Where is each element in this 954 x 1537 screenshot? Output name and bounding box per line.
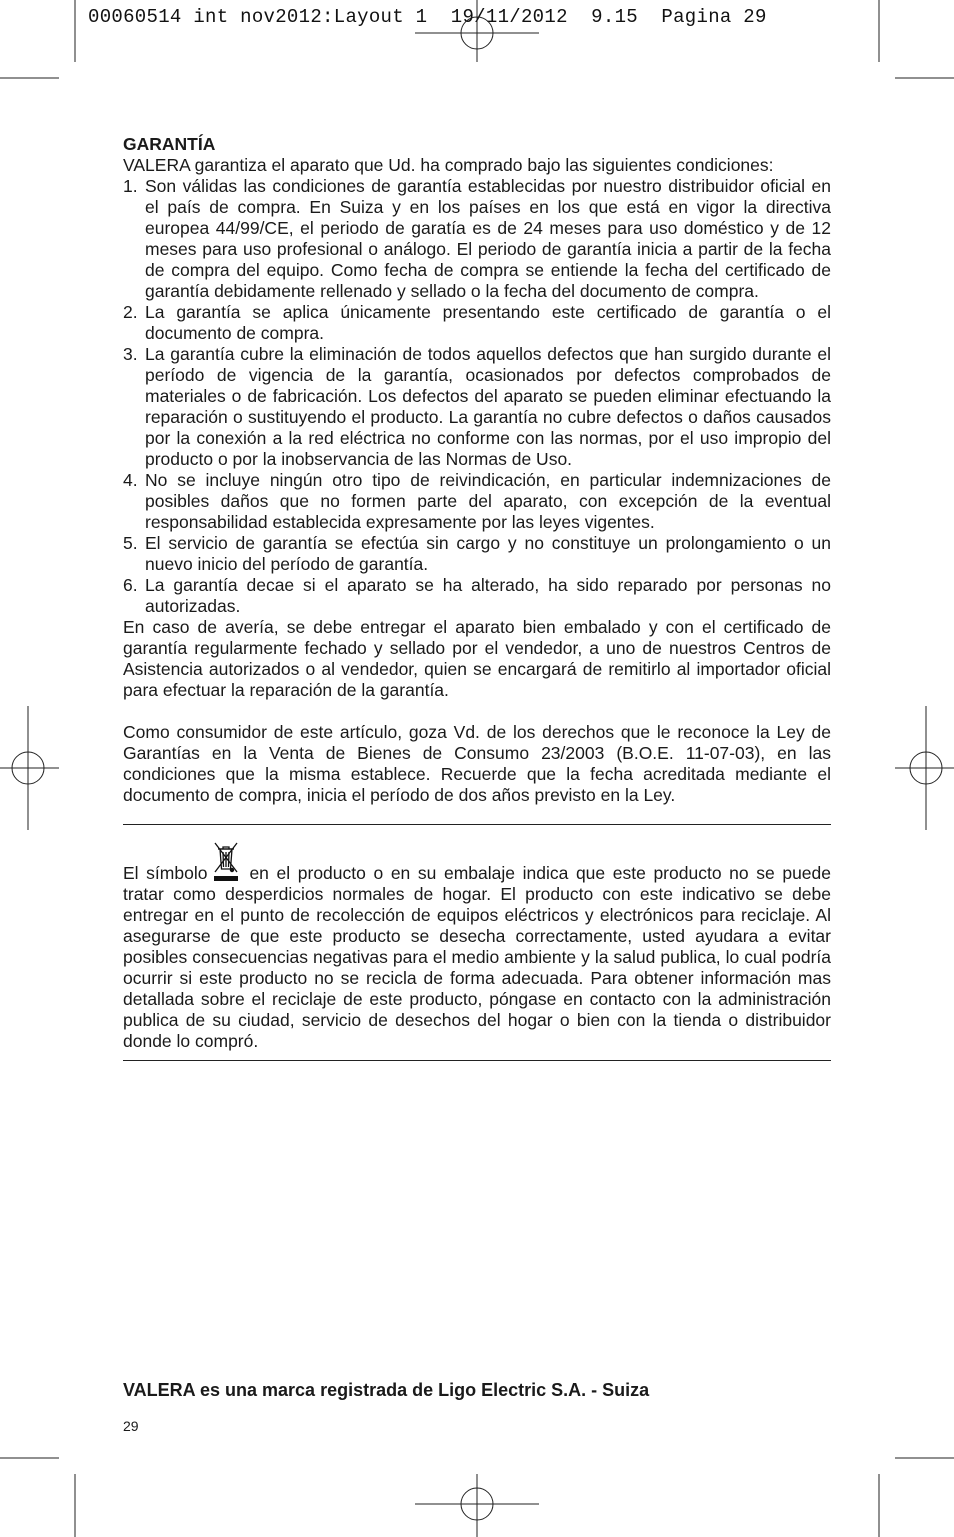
page-number: 29 bbox=[123, 1418, 139, 1434]
list-item: 4. No se incluye ningún otro tipo de reivindicación, en particular indemnizaciones de posibles daños que no formen parte del aparato, con excepción de la eventual responsabilidad establecida expresamente por las leyes vigentes. bbox=[123, 470, 831, 532]
list-item: 1. Son válidas las condiciones de garantía establecidas por nuestro distribuidor oficial en el país de compra. En Suiza y en los países en los que está en vigor la directiva europea 44/99/CE, el periodo de garatía es de 24 meses para uso doméstico y de 12 meses para uso profesional o análogo. El periodo de garantía inicia a partir de la fecha de compra del equipo. Como fecha de compra se entiende la fecha del certificado de garantía debidamente rellenado y sellado o la fecha del documento de compra. bbox=[123, 176, 831, 301]
print-slug: 00060514 int nov2012:Layout 1 19/11/2012 9.15 Pagina 29 bbox=[88, 6, 767, 28]
consumer-rights-paragraph: Como consumidor de este artículo, goza Vd. de los derechos que le reconoce la Ley de Garantías en la Venta de Bienes de Consumo 23/2003 (B.O.E. 11-07-03), en las condiciones que la misma establece. Recuerde que la fecha acreditada mediante el documento de compra, inicia el período de dos años previsto en la Ley. bbox=[123, 722, 831, 805]
weee-notice bbox=[123, 841, 831, 1052]
divider bbox=[123, 1060, 831, 1061]
list-item: 6. La garantía decae si el aparato se ha alterado, ha sido reparado por personas no autorizadas. bbox=[123, 575, 831, 616]
divider bbox=[123, 824, 831, 825]
crossed-out-wheelie-bin-icon bbox=[211, 841, 241, 883]
warranty-intro: VALERA garantiza el aparato que Ud. ha comprado bajo las siguientes condiciones: bbox=[123, 155, 774, 175]
warranty-content bbox=[123, 134, 831, 1061]
list-item: 2. La garantía se aplica únicamente presentando este certificado de garantía o el documento de compra. bbox=[123, 302, 831, 343]
warranty-heading: GARANTÍA bbox=[123, 134, 216, 154]
breakdown-paragraph: En caso de avería, se debe entregar el aparato bien embalado y con el certificado de garantía regularmente fechado y sellado por el vendedor, a uno de nuestros Centros de Asistencia autorizados o al vendedor, quien se encargará de remitirlo al importador oficial para efectuar la reparación de la garantía. bbox=[123, 617, 831, 700]
warranty-conditions-list bbox=[123, 176, 831, 617]
list-item: 5. El servicio de garantía se efectúa sin cargo y no constituye un prolongamiento o un nuevo inicio del período de garantía. bbox=[123, 533, 831, 574]
weee-paragraph: El símbolo en el producto o en su embalaje indica que este producto no se puede tratar como desperdicios normales de hogar. El producto con este indicativo se debe entregar en el punto de recolección de equipos eléctricos y electrónicos para reciclaje. Al asegurarse de que este producto se desecha correctamente, usted ayudara a evitar posibles consecuencias negativas para el medio ambiente y la salud publica, lo cual podría ocurrir si este producto no se recicla de forma adecuada. Para obtener información mas detallada sobre el reciclaje de este producto, póngase en contacto con la administración publica de su ciudad, servicio de desechos del hogar o bien con la tienda o distribuidor donde lo compró. bbox=[123, 841, 831, 1052]
registration-mark-left bbox=[0, 706, 59, 830]
registration-mark-right bbox=[895, 706, 954, 830]
list-item: 3. La garantía cubre la eliminación de todos aquellos defectos que han surgido durante el período de vigencia de la garantía, ocasionados por defectos comprobados de materiales o de fabricación. Los defectos del aparato se pueden eliminar efectuando la reparación o sustituyendo el producto. La garantía no cubre defectos o daños causados por la conexión a la red eléctrica no conforme con las normas, por el uso impropio del producto o por la inobservancia de las Normas de Uso. bbox=[123, 344, 831, 469]
registration-mark-bottom bbox=[415, 1474, 539, 1537]
brand-footer: VALERA es una marca registrada de Ligo Electric S.A. - Suiza bbox=[123, 1380, 650, 1400]
